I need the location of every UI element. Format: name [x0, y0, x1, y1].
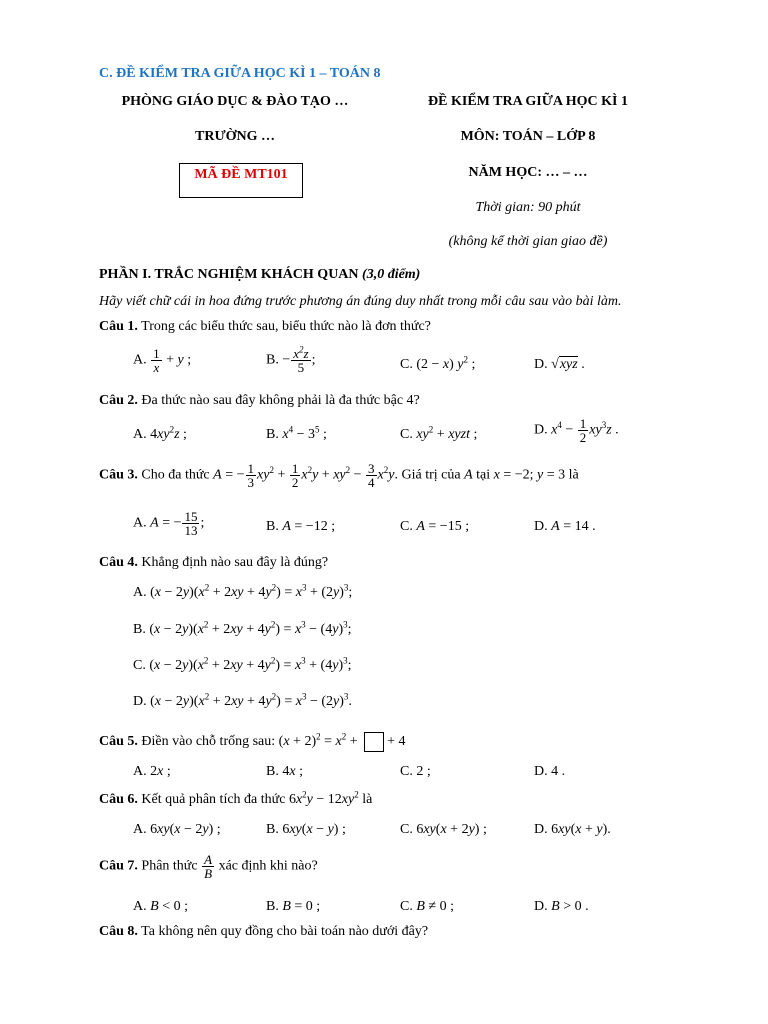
q7-option-b: B. B = 0 ;	[266, 899, 321, 914]
q4-option-a: A. $(x - 2y)(x^2 + 2xy + 4y^2) = x^3 + (2y)^3$;	[133, 582, 353, 600]
q2-option-b: B. $x^4 - 3^5$ ;	[266, 424, 327, 442]
question-4	[99, 555, 328, 571]
part1-points: (3,0 điểm)	[362, 267, 421, 282]
option-letter: C.	[400, 519, 413, 534]
question-text: Ta không nên quy đồng cho bài toán nào dưới đây?	[137, 924, 429, 939]
option-letter: B.	[266, 899, 279, 914]
question-6: Câu 6. Kết quả phân tích đa thức $6x^2y - 12xy^2$ là	[99, 789, 373, 807]
q3-option-a: A. A = − $\frac{15}{13}$ ;	[133, 509, 205, 538]
option-letter: B.	[133, 622, 146, 637]
option-letter: B.	[266, 352, 279, 368]
q6-option-a: A. 6xy(x − 2y) ;	[133, 822, 221, 837]
q4-option-c: C. $(x - 2y)(x^2 + 2xy + 4y^2) = x^3 + (4y)^3$;	[133, 655, 352, 673]
department-name: PHÒNG GIÁO DỤC & ĐÀO TẠO …	[121, 94, 349, 109]
question-text: Điền vào chỗ trống sau:	[137, 734, 276, 750]
part1-title: PHẦN I. TRẮC NGHIỆM KHÁCH QUAN	[99, 267, 363, 282]
question-label: Câu 5.	[99, 734, 138, 750]
q5-option-c: C. 2 ;	[400, 764, 431, 779]
exam-code-box	[179, 163, 303, 198]
question-text-tail: xác định khi nào?	[218, 858, 318, 874]
question-label: Câu 1.	[99, 319, 138, 334]
q6-option-c: C. 6xy(x + 2y) ;	[400, 822, 487, 837]
option-letter: C.	[400, 357, 413, 372]
question-label: Câu 2.	[99, 393, 138, 408]
q6-option-b: B. 6xy(x − y) ;	[266, 822, 346, 837]
question-text: Cho đa thức	[137, 467, 210, 483]
q2-option-c: C. $xy^2$ + xyzt ;	[400, 424, 478, 442]
question-label: Câu 4.	[99, 555, 138, 570]
option-letter: D.	[534, 357, 548, 372]
blank-box	[364, 732, 384, 752]
q3-option-d: D. A = 14 .	[534, 519, 596, 534]
option-letter: A.	[133, 515, 147, 531]
option-letter: D.	[534, 822, 548, 837]
q4-option-d: D. $(x - 2y)(x^2 + 2xy + 4y^2) = x^3 - (2y)^3$.	[133, 691, 352, 709]
option-letter: C.	[133, 658, 146, 673]
option-letter: B.	[266, 822, 279, 837]
option-letter: A.	[133, 427, 147, 442]
option-letter: D.	[534, 519, 548, 534]
option-letter: A.	[133, 352, 147, 368]
q2-option-d: D. $x^4$ − $\frac{1}{2}$ $xy^3z$ .	[534, 416, 619, 445]
option-letter: D.	[534, 422, 548, 438]
option-letter: C.	[400, 899, 413, 914]
q1-option-a: A. $\frac{1}{x}$ + y ;	[133, 346, 192, 375]
q5-option-d: D. 4 .	[534, 764, 566, 779]
exam-time-note: (không kể thời gian giao đề)	[448, 234, 608, 249]
option-letter: C.	[400, 822, 413, 837]
question-5: Câu 5. Điền vào chỗ trống sau: $(x + 2)^2 = x^2$ + + 4	[99, 732, 406, 752]
q5-option-a: A. 2x ;	[133, 764, 171, 779]
q6-option-d: D. 6xy(x + y).	[534, 822, 611, 837]
q3-option-b: B. A = −12 ;	[266, 519, 336, 534]
section-title: C. ĐỀ KIỂM TRA GIỮA HỌC KÌ 1 – TOÁN 8	[99, 66, 381, 81]
q2-option-a: A. $4xy^2z$ ;	[133, 424, 187, 442]
option-letter: A.	[133, 764, 147, 779]
option-letter: C.	[400, 764, 413, 779]
question-text: Trong các biểu thức sau, biểu thức nào là đơn thức?	[137, 319, 431, 334]
option-letter: B.	[266, 519, 279, 534]
question-8	[99, 924, 428, 940]
question-text: Khẳng định nào sau đây là đúng?	[137, 555, 329, 570]
option-letter: D.	[534, 899, 548, 914]
question-3: Câu 3. Cho đa thức A = − $\frac{1}{3}$ $xy^2$ + $\frac{1}{2}$ $x^2y + xy^2$ − $\frac{3}{4}$ $x^2y$. Giá trị của A tại x = −2; y = 3 là	[99, 461, 579, 490]
question-label: Câu 3.	[99, 467, 138, 483]
option-letter: A.	[133, 585, 147, 600]
subject-line: MÔN: TOÁN – LỚP 8	[460, 129, 596, 144]
q5-option-b: B. 4x ;	[266, 764, 303, 779]
option-letter: D.	[534, 764, 548, 779]
q1-option-d: D. √xyz .	[534, 357, 585, 372]
q7-option-d: D. B > 0 .	[534, 899, 589, 914]
question-text-tail: là	[362, 792, 373, 807]
question-text-tail: . Giá trị của	[394, 467, 461, 483]
option-letter: B.	[266, 427, 279, 442]
q1-option-c: C. (2 − x) $y^2$ ;	[400, 354, 476, 372]
question-1	[99, 319, 431, 335]
option-letter: D.	[133, 694, 147, 709]
question-label: Câu 7.	[99, 858, 138, 874]
option-letter: B.	[266, 764, 279, 779]
question-label: Câu 6.	[99, 792, 138, 807]
part1-instruction: Hãy viết chữ cái in hoa đứng trước phương án đúng duy nhất trong mỗi câu sau vào bài làm.	[99, 294, 622, 309]
question-text-tail: là	[568, 467, 579, 483]
exam-time: Thời gian: 90 phút	[475, 200, 581, 215]
school-name: TRƯỜNG …	[195, 129, 275, 144]
q7-option-c: C. B ≠ 0 ;	[400, 899, 454, 914]
school-year: NĂM HỌC: … – …	[468, 165, 588, 180]
q1-option-b: B. − $\frac{x^2z}{5}$ ;	[266, 344, 316, 375]
question-text: Đa thức nào sau đây không phải là đa thức bậc 4?	[137, 393, 420, 408]
part1-heading	[99, 267, 420, 283]
question-2	[99, 393, 420, 409]
option-letter: A.	[133, 899, 147, 914]
exam-title: ĐỀ KIỂM TRA GIỮA HỌC KÌ 1	[428, 94, 628, 109]
option-letter: A.	[133, 822, 147, 837]
option-letter: C.	[400, 427, 413, 442]
question-text-tail: tại	[476, 467, 491, 483]
q4-option-b: B. $(x - 2y)(x^2 + 2xy + 4y^2) = x^3 - (4y)^3$;	[133, 619, 352, 637]
exam-code: MÃ ĐỀ MT101	[194, 167, 288, 182]
q7-option-a: A. B < 0 ;	[133, 899, 188, 914]
q3-option-c: C. A = −15 ;	[400, 519, 470, 534]
question-7: Câu 7. Phân thức $\frac{A}{B}$ xác định khi nào?	[99, 852, 318, 881]
question-text: Phân thức	[137, 858, 198, 874]
question-text: Kết quả phân tích đa thức	[137, 792, 286, 807]
question-label: Câu 8.	[99, 924, 138, 939]
